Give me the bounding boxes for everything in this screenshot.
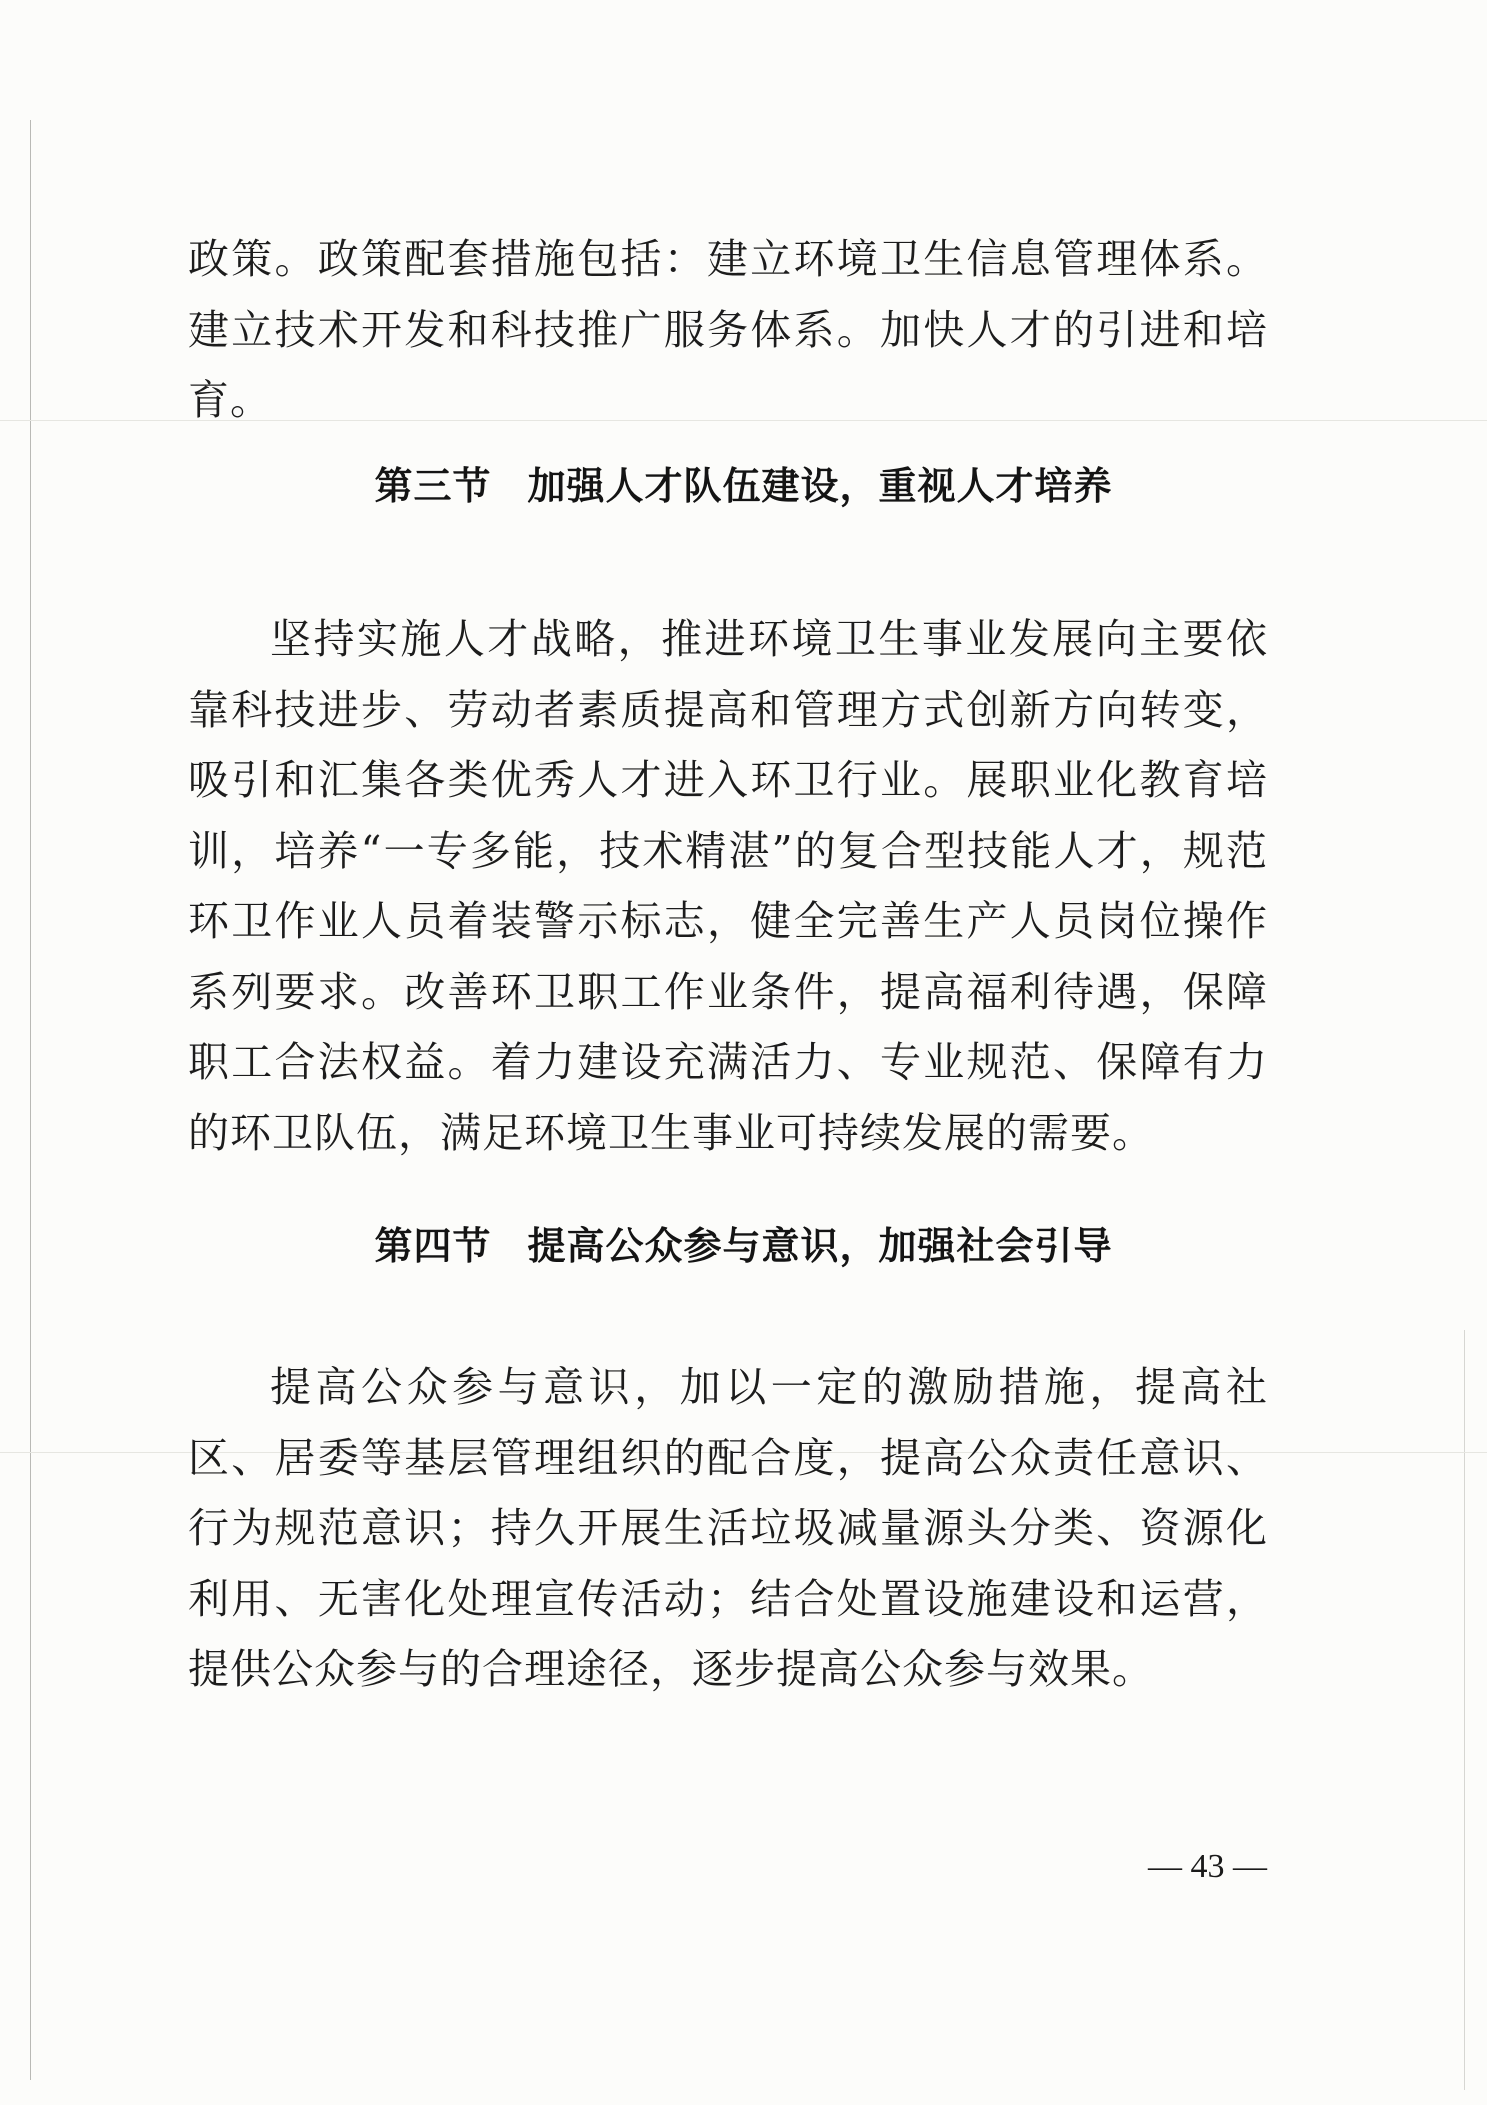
scan-edge-line bbox=[1464, 1330, 1465, 2090]
section-3-heading bbox=[0, 455, 1487, 510]
section-3-paragraph: 坚持实施人才战略，推进环境卫生事业发展向主要依靠科技进步、劳动者素质提高和管理方式创新方向转变，吸引和汇集各类优秀人才进入环卫行业。展职业化教育培训，培养“一专多能，技术精湛”的复合型技能人才，规范环卫作业人员着装警示标志，健全完善生产人员岗位操作系列要求。改善环卫职工作业条件，提高福利待遇，保障职工合法权益。着力建设充满活力、专业规范、保障有力的环卫队伍，满足环境卫生事业可持续发展的需要。 bbox=[188, 615, 1268, 1157]
scan-binding-line bbox=[30, 120, 31, 2080]
section-4-heading bbox=[0, 1215, 1487, 1270]
section-4-paragraph: 提高公众参与意识，加以一定的激励措施，提高社区、居委等基层管理组织的配合度，提高公众责任意识、行为规范意识；持久开展生活垃圾减量源头分类、资源化利用、无害化处理宣传活动；结合处置设施建设和运营，提供公众参与的合理途径，逐步提高公众参与效果。 bbox=[188, 1363, 1268, 1693]
section-3-number: 第三节 bbox=[374, 464, 492, 508]
section-3-title: 加强人才队伍建设，重视人才培养 bbox=[527, 464, 1113, 508]
page-number: — 43 — bbox=[1148, 1848, 1267, 1885]
intro-paragraph: 政策。政策配套措施包括：建立环境卫生信息管理体系。建立技术开发和科技推广服务体系。加快人才的引进和培育。 bbox=[188, 235, 1268, 424]
section-4-number: 第四节 bbox=[374, 1224, 492, 1268]
section-4-title: 提高公众参与意识，加强社会引导 bbox=[527, 1224, 1113, 1268]
